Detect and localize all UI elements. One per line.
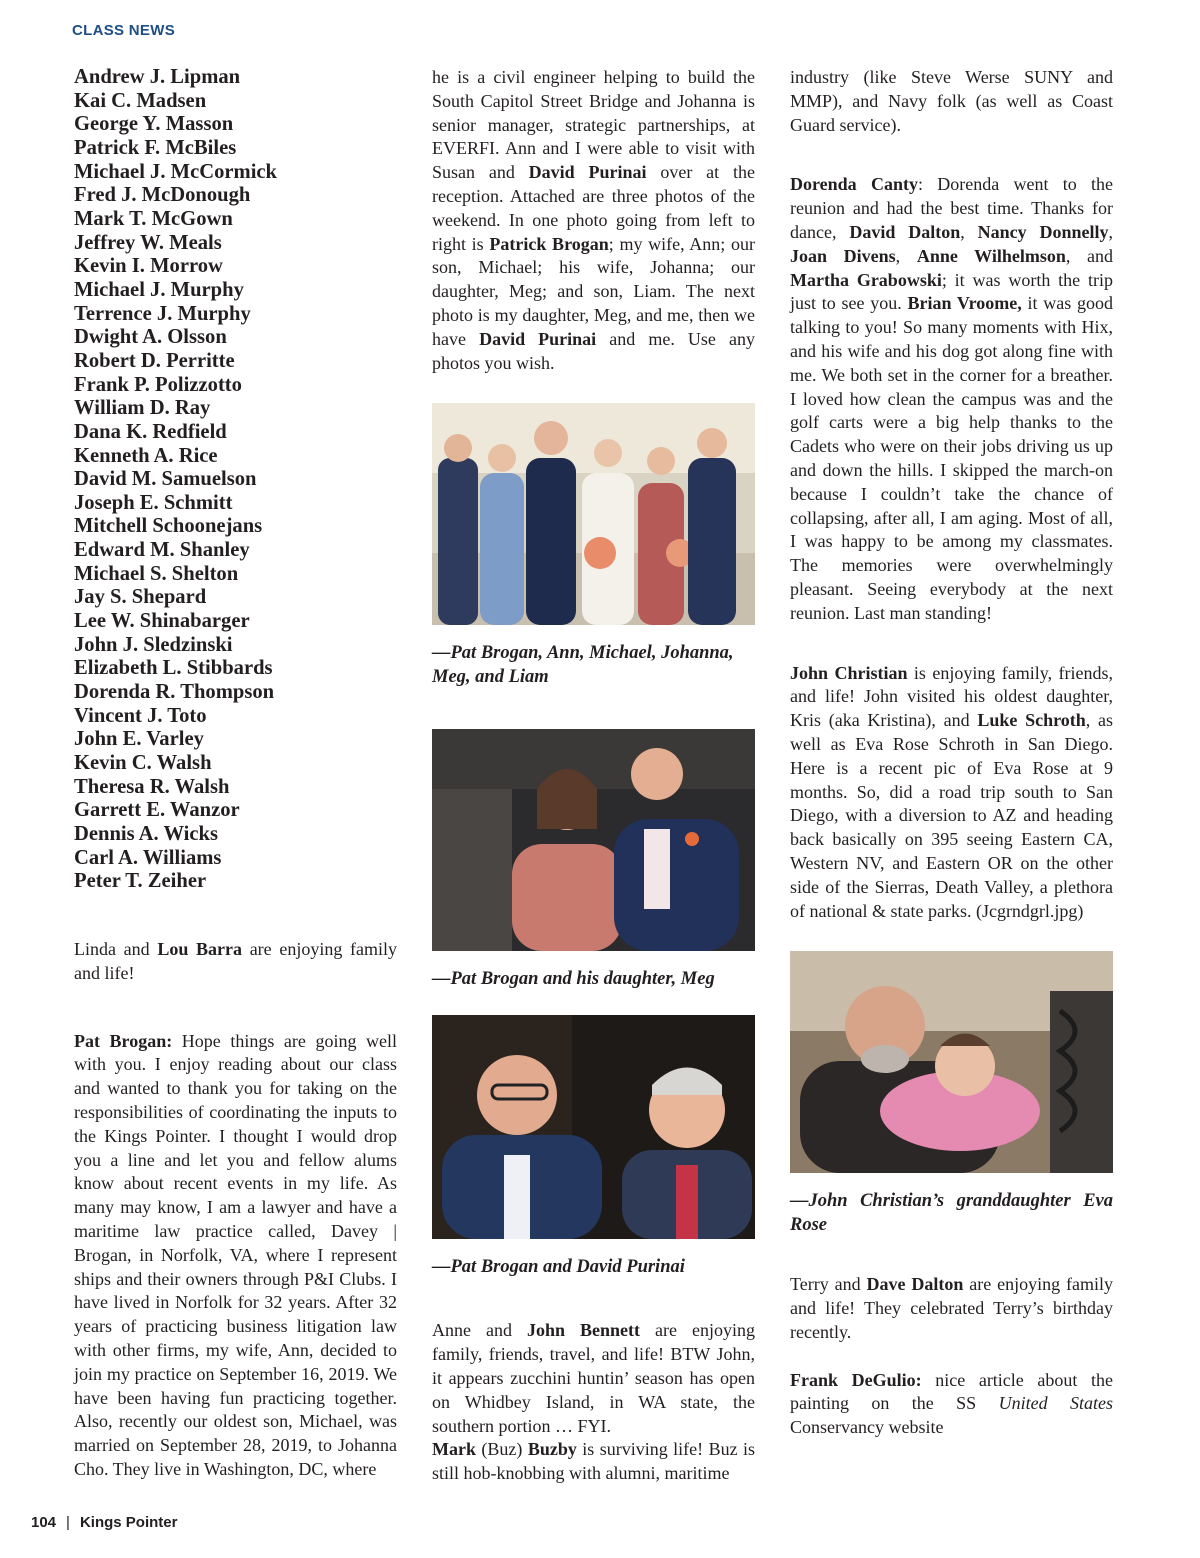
footer-separator: | [66,1514,70,1531]
ship-name: United States [998,1393,1113,1414]
classmate-name: John Christian [790,662,908,683]
class-name-item: Vincent J. Toto [74,704,207,727]
classmate-name: Dorenda Canty [790,174,918,195]
class-name-item: Jay S. Shepard [74,586,207,609]
class-name-item: David M. Samuelson [74,468,257,491]
class-name-item: George Y. Masson [74,113,234,136]
classmate-name: Luke Schroth [977,710,1086,731]
photo-caption: —Pat Brogan and David Purinai [432,1257,685,1278]
class-name-item: Patrick F. McBiles [74,136,237,159]
class-name-item: Elizabeth L. Stibbards [74,657,273,680]
class-names-list [74,66,397,894]
class-name-item: Garrett E. Wanzor [74,799,240,822]
brogan-entry-continued: he is a civil engineer helping to build the South Capitol Street Bridge and Johanna is senior manager, strategic partnerships, at EVERFI. Ann and I were able to visit with Susan and David Purinai over at the reception. Attached are three photos of the weekend. In one photo going from left to right is Patrick Brogan; my wife, Ann; our son, Michael; his wife, Johanna; our daughter, Meg; and son, Liam. The next photo is my daughter, Meg, and me, then we have David Purinai and me. Use any photos you wish. [432,67,755,373]
class-name-item: Peter T. Zeiher [74,870,207,893]
photo-father-daughter [432,729,755,951]
degulio-entry: Frank DeGulio: nice article about the painting on the SS United States Conservancy website [790,1369,1113,1438]
class-name-item: Terrence J. Murphy [74,302,251,325]
class-name-item: William D. Ray [74,397,211,420]
section-header: CLASS NEWS [72,22,176,39]
class-name-item: Carl A. Williams [74,846,222,869]
canty-entry: Dorenda Canty: Dorenda went to the reunion and had the best time. Thanks for dance, David Dalton, Nancy Donnelly, Joan Divens, Anne Wilhelmson, and Martha Grabowski; it was worth the trip just to see you. Brian Vroome, it was good talking to you! So many moments with Hix, and his wife and his dog got along fine with me. We both set in the corner for a breather. I loved how clean the campus was and the golf carts were a big help thanks to the Cadets who were on their jobs driving us up and down the hills. I skipped the march-on because I couldn’t take the chance of collapsing, after all, I am aging. Most of all, I was happy to be among my classmates. The memories were overwhelmingly pleasant. Seeing everybody at the next reunion. Last man standing! [790,174,1114,623]
classmate-name: Lou Barra [157,938,243,959]
class-name-item: Fred J. McDonough [74,184,251,207]
bennett-entry: Anne and John Bennett are enjoying family, friends, travel, and life! BTW John, it appears zucchini huntin’ season has open on Whidbey Island, in WA state, the southern portion … FYI. [432,1320,756,1436]
class-name-item: Jeffrey W. Meals [74,231,222,254]
class-name-item: Theresa R. Walsh [74,775,230,798]
column-left [74,66,397,1482]
class-name-item: Michael J. Murphy [74,278,244,301]
buzby-entry-continued: industry (like Steve Werse SUNY and MMP), and Navy folk (as well as Coast Guard service). [790,67,1113,135]
classmate-name: Mark [432,1439,476,1460]
class-name-item: Mark T. McGown [74,207,233,230]
column-middle [432,66,755,1486]
buzby-entry: Mark (Buz) Buzby is surviving life! Buz is still hob-knobbing with alumni, maritime [432,1439,755,1484]
page-footer [31,1514,177,1531]
class-name-item: Lee W. Shinabarger [74,610,250,633]
christian-entry: John Christian is enjoying family, friends, and life! John visited his oldest daughter, Kris (aka Kristina), and Luke Schroth, as well as Eva Rose Schroth in San Diego. Here is a recent pic of Eva Rose at 9 months. So, did a road trip south to San Diego, with a diversion to AZ and heading back basically on 395 seeing Eastern CA, Western NV, and Eastern OR on the other side of the Sierras, Death Valley, a plethora of national & state parks. (Jcgrndgrl.jpg) [790,662,1113,921]
class-name-item: Kevin C. Walsh [74,752,212,775]
classmate-name: David Purinai [528,162,647,183]
class-name-item: Frank P. Polizzotto [74,373,242,396]
class-name-item: John E. Varley [74,728,204,751]
class-name-item: Joseph E. Schmitt [74,491,233,514]
classmate-name: David Purinai [479,328,597,349]
classmate-name: Nancy Donnelly [977,221,1109,242]
classmate-name: Frank DeGulio: [790,1369,922,1390]
page-number: 104 [31,1514,57,1531]
barra-entry: Linda and Lou Barra are enjoying family and life! [74,938,397,983]
classmate-name: Martha Grabowski [790,269,942,290]
classmate-name: Brian Vroome, [907,293,1022,314]
class-name-item: Dorenda R. Thompson [74,681,275,704]
class-name-item: Michael S. Shelton [74,562,239,585]
classmate-name: Joan Divens [790,245,896,266]
dalton-entry: Terry and Dave Dalton are enjoying family and life! They celebrated Terry’s birthday recently. [790,1274,1113,1342]
classmate-name: David Dalton [849,221,961,242]
photo-caption: —Pat Brogan, Ann, Michael, Johanna, Meg, and Liam [432,643,734,688]
photo-caption: —John Christian’s granddaughter Eva Rose [790,1191,1113,1236]
classmate-name: Pat Brogan: [74,1030,173,1051]
class-name-item: Michael J. McCormick [74,160,278,183]
class-name-item: Kenneth A. Rice [74,444,218,467]
class-name-item: Kevin I. Morrow [74,255,223,278]
class-name-item: Mitchell Schoonejans [74,515,263,538]
classmate-name: John Bennett [527,1320,641,1341]
column-right [790,66,1113,1440]
class-name-item: Dennis A. Wicks [74,823,219,845]
brogan-entry: Pat Brogan: Hope things are going well with you. I enjoy reading about our class and wanted to thank you for taking on the responsibilities of coordinating the inputs to the Kings Pointer. I thought I would drop you a line and let you and fellow alums know about recent events in my life. As many may know, I am a lawyer and have a maritime law practice called, Davey | Brogan, in Norfolk, VA, where I represent ships and their owners through P&I Clubs. I have lived in Norfolk for 32 years. After 32 years of practicing business litigation law with other firms, my wife, Ann, decided to join my practice on September 16, 2019. We have been having fun practicing together. Also, recently our oldest son, Michael, was married on September 28, 2019, to Johanna Cho. They live in Washington, DC, where [74,1030,397,1479]
class-name-item: Dana K. Redfield [74,420,227,443]
classmate-name: Buzby [527,1439,577,1460]
photo-caption: —Pat Brogan and his daughter, Meg [432,969,715,990]
class-name-item: Edward M. Shanley [74,539,250,562]
photo-family-group [432,403,755,625]
photo-grandfather-baby [790,951,1113,1173]
class-name-item: Kai C. Madsen [74,89,207,112]
classmate-name: Dave Dalton [866,1274,964,1295]
class-name-item: Andrew J. Lipman [74,66,241,88]
class-name-item: John J. Sledzinski [74,633,233,656]
class-name-item: Robert D. Perritte [74,349,235,372]
classmate-name: Anne Wilhelmson [916,245,1066,266]
class-name-item: Dwight A. Olsson [74,326,227,349]
classmate-name: Patrick Brogan [489,233,609,254]
photo-brogan-purinai [432,1015,755,1239]
magazine-title: Kings Pointer [79,1514,178,1531]
